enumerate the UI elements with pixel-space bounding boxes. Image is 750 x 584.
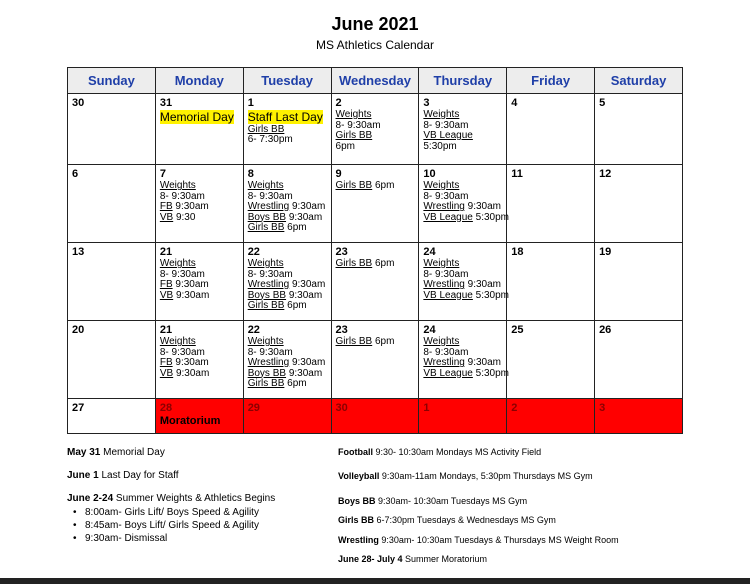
- day-number: 22: [247, 324, 260, 336]
- event-time: 8- 9:30am: [423, 119, 469, 131]
- event-time: 8- 9:30am: [159, 268, 205, 280]
- event-name: Weights: [159, 336, 196, 347]
- event-line: [423, 367, 510, 380]
- event-time: 9:30am: [172, 357, 209, 368]
- day-cell: [507, 165, 595, 243]
- day-number: 30: [72, 97, 85, 109]
- event-time: 5:30pm: [472, 211, 510, 223]
- note-bullet: • 8:45am- Boys Lift/ Girls Speed & Agility: [85, 520, 259, 531]
- event-line: [248, 135, 327, 146]
- event-name: Boys BB: [247, 367, 287, 379]
- event-time: 9:30am: [289, 201, 326, 212]
- day-header-row: [68, 68, 683, 94]
- day-number: 21: [159, 246, 173, 258]
- note-bullet: • 8:00am- Girls Lift/ Boys Speed & Agility: [85, 507, 259, 518]
- schedule-boys-bb: Boys BB 9:30am- 10:30am Tuesdays MS Gym: [338, 496, 528, 506]
- event-line: [423, 289, 510, 302]
- event-time: 9:30am: [286, 211, 323, 223]
- event-time: 8- 9:30am: [159, 346, 205, 358]
- day-cell: [155, 165, 243, 243]
- event-time: 9:30am: [173, 289, 210, 301]
- event-name: Weights: [247, 180, 284, 191]
- event-name: Wrestling: [247, 357, 290, 368]
- day-cell: [68, 321, 156, 399]
- day-cell: [507, 321, 595, 399]
- day-number: 23: [335, 324, 348, 336]
- event-name: Girls BB: [247, 123, 285, 135]
- day-number: 6: [72, 168, 79, 180]
- day-header: Monday: [155, 68, 243, 94]
- bottom-bar: [0, 578, 750, 584]
- event-name: Weights: [159, 258, 196, 269]
- day-cell: [331, 399, 419, 434]
- day-cell: [507, 94, 595, 165]
- event-name: Girls BB: [335, 336, 373, 347]
- day-number: 31: [159, 97, 173, 109]
- event-time: 6pm: [284, 378, 307, 389]
- day-header: Sunday: [68, 68, 156, 94]
- holiday-label: Staff Last Day: [247, 110, 323, 124]
- event-time: 9:30am: [172, 279, 209, 290]
- event-name: VB: [159, 367, 174, 379]
- event-name: Weights: [423, 180, 460, 191]
- day-number: 12: [599, 168, 612, 180]
- event-name: Girls BB: [247, 378, 285, 389]
- day-cell: [155, 243, 243, 321]
- event-time: 9:30am: [172, 201, 209, 212]
- day-header: Tuesday: [243, 68, 331, 94]
- note-memorial: May 31 Memorial Day: [67, 447, 165, 458]
- day-number: 24: [423, 324, 436, 336]
- event-name: Boys BB: [247, 289, 287, 301]
- event-name: FB: [159, 279, 173, 290]
- event-name: VB League: [423, 367, 473, 379]
- day-number: 9: [335, 168, 342, 180]
- day-cell: [243, 94, 331, 165]
- event-name: Wrestling: [247, 279, 290, 290]
- day-cell: [419, 94, 507, 165]
- week-row: [68, 165, 683, 243]
- day-cell: [419, 399, 507, 434]
- holiday-label: Memorial Day: [159, 110, 234, 124]
- event-time: 8- 9:30am: [423, 346, 469, 358]
- event-time: 8- 9:30am: [247, 190, 293, 202]
- event-name: Weights: [423, 336, 460, 347]
- day-header: Friday: [507, 68, 595, 94]
- day-cell: [507, 399, 595, 434]
- day-number: 27: [72, 402, 85, 414]
- day-number: 30: [335, 402, 348, 414]
- page-subtitle: MS Athletics Calendar: [315, 38, 435, 52]
- day-number: 19: [599, 246, 612, 258]
- day-cell: [419, 165, 510, 243]
- event-name: VB League: [423, 130, 473, 141]
- event-name: Weights: [159, 180, 196, 191]
- day-number: 21: [159, 324, 173, 336]
- event-time: 5:30pm: [472, 289, 510, 301]
- event-name: Boys BB: [247, 211, 287, 223]
- day-number: 29: [247, 402, 260, 414]
- schedule-volleyball: Volleyball 9:30am-11am Mondays, 5:30pm Thursdays MS Gym: [338, 471, 593, 481]
- day-cell: [68, 165, 156, 243]
- event-line: [248, 223, 327, 234]
- event-time: 6pm: [372, 336, 395, 347]
- day-number: 7: [159, 168, 166, 180]
- event-name: Girls BB: [335, 130, 373, 141]
- day-cell: [243, 399, 331, 434]
- day-cell: [68, 243, 156, 321]
- day-number: 23: [335, 246, 348, 258]
- event-time: 8- 9:30am: [423, 268, 469, 280]
- event-line: [248, 379, 327, 390]
- event-line: [423, 142, 502, 153]
- event-name: Girls BB: [335, 258, 373, 269]
- event-name: FB: [159, 357, 173, 368]
- week-row: [68, 243, 683, 321]
- event-time: 6pm: [335, 140, 355, 152]
- day-cell: [331, 165, 419, 243]
- day-number: 20: [72, 324, 85, 336]
- event-time: 9:30am: [464, 201, 502, 212]
- day-number: 26: [599, 324, 612, 336]
- event-line: [248, 301, 327, 312]
- schedule-girls-bb: Girls BB 6-7:30pm Tuesdays & Wednesdays MS Gym: [338, 515, 556, 525]
- day-header: Thursday: [419, 68, 507, 94]
- day-cell: [331, 321, 419, 399]
- day-header: Wednesday: [331, 68, 419, 94]
- event-name: Weights: [423, 109, 460, 120]
- day-number: 3: [423, 97, 430, 109]
- event-name: VB League: [423, 211, 473, 223]
- day-number: 5: [599, 97, 606, 109]
- day-number: 24: [423, 246, 436, 258]
- day-cell: [155, 94, 243, 165]
- day-cell: [595, 165, 683, 243]
- day-number: 18: [511, 246, 524, 258]
- event-name: Wrestling: [247, 201, 290, 212]
- schedule-moratorium: June 28- July 4 Summer Moratorium: [338, 554, 488, 564]
- day-cell: [507, 243, 595, 321]
- note-staff: June 1 Last Day for Staff: [67, 470, 179, 481]
- event-time: 5:30pm: [423, 140, 457, 152]
- event-time: 9:30: [173, 211, 196, 223]
- event-line: [423, 211, 510, 224]
- event-name: Weights: [423, 258, 460, 269]
- day-number: 22: [247, 246, 260, 258]
- event-time: 8- 9:30am: [159, 190, 205, 202]
- day-cell: [243, 165, 331, 243]
- event-name: Girls BB: [247, 300, 285, 311]
- event-name: VB: [159, 211, 174, 223]
- event-time: 9:30am: [289, 357, 326, 368]
- day-number: 3: [599, 402, 606, 414]
- week-row: [68, 94, 683, 165]
- day-number: 28: [159, 402, 173, 414]
- day-cell: [331, 243, 419, 321]
- event-time: 6- 7:30pm: [247, 134, 293, 145]
- day-number: 1: [423, 402, 430, 414]
- day-cell: [68, 399, 156, 434]
- week-row: [68, 399, 683, 434]
- day-number: 25: [511, 324, 524, 336]
- event-time: 9:30am: [464, 279, 502, 290]
- calendar-table: [67, 67, 683, 434]
- event-name: Girls BB: [247, 222, 285, 233]
- event-name: Weights: [335, 109, 372, 120]
- schedule-wrestling: Wrestling 9:30am- 10:30am Tuesdays & Thursdays MS Weight Room: [338, 535, 619, 545]
- moratorium-label: Moratorium: [159, 415, 221, 427]
- event-time: 9:30am: [286, 367, 323, 379]
- note-summer: June 2-24 Summer Weights & Athletics Begins: [67, 493, 276, 504]
- event-time: 9:30am: [289, 279, 326, 290]
- day-number: 2: [511, 402, 518, 414]
- schedule-football: Football 9:30- 10:30am Mondays MS Activity Field: [338, 447, 542, 457]
- day-number: 10: [423, 168, 436, 180]
- day-number: 8: [247, 168, 254, 180]
- day-cell: [419, 321, 510, 399]
- day-number: 11: [511, 168, 523, 180]
- event-time: 8- 9:30am: [247, 346, 293, 358]
- event-time: 8- 9:30am: [247, 268, 293, 280]
- event-time: 9:30am: [464, 357, 502, 368]
- event-line: [336, 181, 415, 192]
- day-cell: [243, 321, 331, 399]
- event-time: 9:30am: [286, 289, 323, 301]
- day-cell: [595, 321, 683, 399]
- event-name: Wrestling: [423, 279, 465, 290]
- day-cell: [155, 321, 243, 399]
- day-number: 13: [72, 246, 85, 258]
- day-cell: [419, 243, 510, 321]
- page-title: June 2021: [331, 14, 419, 34]
- event-name: Girls BB: [335, 180, 373, 191]
- event-line: [336, 259, 415, 270]
- day-number: 4: [511, 97, 518, 109]
- event-name: VB League: [423, 289, 473, 301]
- day-number: 1: [247, 97, 254, 109]
- event-time: 8- 9:30am: [335, 119, 381, 131]
- day-cell: [243, 243, 331, 321]
- event-time: 5:30pm: [472, 367, 510, 379]
- day-cell: [68, 94, 156, 165]
- event-name: Weights: [247, 336, 284, 347]
- event-line: [160, 213, 239, 224]
- event-time: 6pm: [372, 258, 395, 269]
- event-name: VB: [159, 289, 174, 301]
- event-name: FB: [159, 201, 173, 212]
- day-cell: [155, 399, 243, 434]
- event-line: [336, 337, 415, 348]
- event-time: 8- 9:30am: [423, 190, 469, 202]
- event-time: 6pm: [284, 300, 307, 311]
- day-cell: [595, 399, 683, 434]
- day-header: Saturday: [595, 68, 683, 94]
- event-name: Weights: [247, 258, 284, 269]
- day-cell: [331, 94, 419, 165]
- event-line: [336, 142, 415, 153]
- event-time: 6pm: [284, 222, 307, 233]
- event-line: [160, 291, 239, 302]
- event-time: 9:30am: [173, 367, 210, 379]
- event-line: [160, 369, 239, 380]
- day-number: 2: [335, 97, 342, 109]
- event-time: 6pm: [372, 180, 395, 191]
- event-name: Wrestling: [423, 357, 465, 368]
- day-cell: [595, 243, 683, 321]
- note-bullet: • 9:30am- Dismissal: [85, 533, 167, 544]
- day-cell: [595, 94, 683, 165]
- event-name: Wrestling: [423, 201, 465, 212]
- week-row: [68, 321, 683, 399]
